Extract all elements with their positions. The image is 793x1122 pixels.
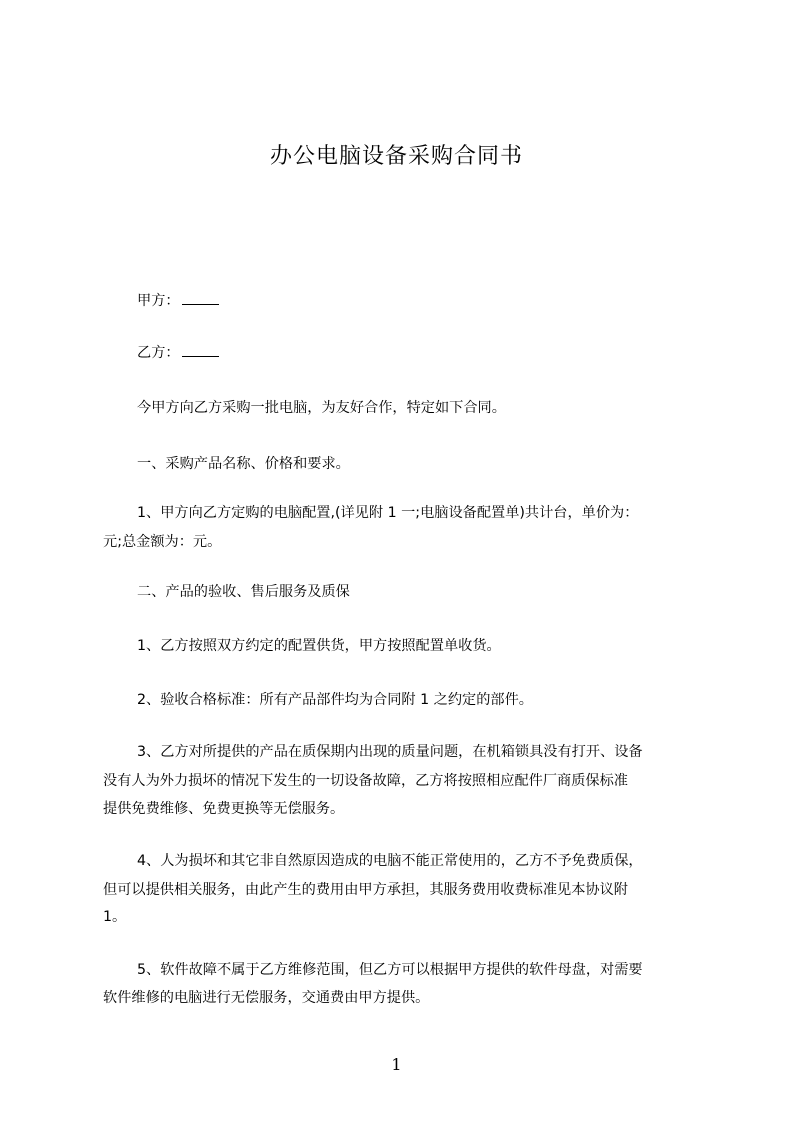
section2-heading: 二、产品的验收、售后服务及质保 <box>137 584 350 600</box>
section1-item1-line1: 1、甲方向乙方定购的电脑配置,(详见附 1 一;电脑设备配置单)共计台，单价为： <box>137 505 639 521</box>
section1-heading: 一、采购产品名称、价格和要求。 <box>137 456 350 472</box>
section2-item2: 2、验收合格标准：所有产品部件均为合同附 1 之约定的部件。 <box>137 692 533 708</box>
section2-item4-line3: 1。 <box>103 909 127 925</box>
document-title: 办公电脑设备采购合同书 <box>269 144 523 169</box>
party-a-line <box>137 287 757 317</box>
section2-item5-line2: 软件维修的电脑进行无偿服务，交通费由甲方提供。 <box>103 990 430 1006</box>
section2-item3-line2: 没有人为外力损坏的情况下发生的一切设备故障，乙方将按照相应配件厂商质保标准 <box>103 773 628 789</box>
page-number: 1 <box>391 1055 402 1074</box>
section1-item1-line2: 元;总金额为：元。 <box>103 534 222 550</box>
party-b-line <box>137 339 757 369</box>
intro-paragraph: 今甲方向乙方采购一批电脑，为友好合作，特定如下合同。 <box>137 400 506 416</box>
section2-item4-line1: 4、人为损坏和其它非自然原因造成的电脑不能正常使用的，乙方不予免费质保， <box>137 853 643 869</box>
party-b-label: 乙方： <box>137 345 180 361</box>
party-b-blank <box>182 342 219 357</box>
section2-item1: 1、乙方按照双方约定的配置供货，甲方按照配置单收货。 <box>137 638 501 654</box>
section2-item4-line2: 但可以提供相关服务，由此产生的费用由甲方承担，其服务费用收费标准见本协议附 <box>103 882 628 898</box>
party-a-blank <box>182 290 219 305</box>
section2-item3-line3: 提供免费维修、免费更换等无偿服务。 <box>103 801 345 817</box>
section2-item3-line1: 3、乙方对所提供的产品在质保期内出现的质量问题，在机箱锁具没有打开、设备 <box>137 744 643 760</box>
party-a-label: 甲方： <box>137 293 180 309</box>
section2-item5-line1: 5、软件故障不属于乙方维修范围，但乙方可以根据甲方提供的软件母盘，对需要 <box>137 962 643 978</box>
